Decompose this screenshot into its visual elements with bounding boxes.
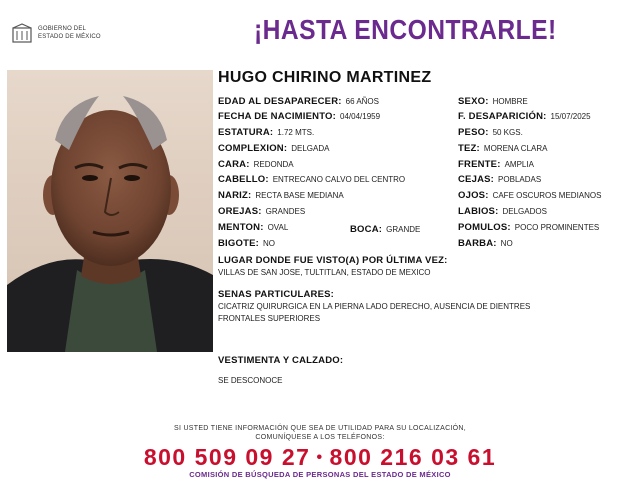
- clothing-title: VESTIMENTA Y CALZADO:: [218, 355, 344, 366]
- field-value: 15/07/2025: [550, 112, 591, 121]
- field-skin-tone: [458, 142, 547, 155]
- particular-signs-line1: CICATRIZ QUIRURGICA EN LA PIERNA LADO DERECHO, AUSENCIA DE DIENTRES: [218, 302, 531, 311]
- field-value: DELGADOS: [502, 207, 547, 216]
- field-face: [218, 158, 294, 171]
- field-label: COMPLEXION:: [218, 143, 288, 154]
- field-value: ENTRECANO CALVO DEL CENTRO: [272, 175, 406, 184]
- last-seen-text: VILLAS DE SAN JOSE, TULTITLAN, ESTADO DE MEXICO: [218, 268, 431, 277]
- field-birthdate: [218, 110, 380, 123]
- field-weight: [458, 126, 523, 139]
- particular-signs-line2: FRONTALES SUPERIORES: [218, 314, 321, 323]
- field-forehead: [458, 158, 534, 171]
- state-emblem-icon: [10, 22, 34, 46]
- field-value: 1.72 MTS.: [277, 128, 315, 137]
- field-value: RECTA BASE MEDIANA: [255, 191, 344, 200]
- commission-name: COMISIÓN DE BÚSQUEDA DE PERSONAS DEL ESTADO DE MÉXICO: [189, 470, 451, 479]
- field-beard: [458, 237, 513, 250]
- field-hair: [218, 173, 405, 186]
- field-label: CARA:: [218, 159, 250, 170]
- field-disappearance-date: [458, 110, 591, 123]
- field-age: [218, 95, 379, 108]
- person-name: HUGO CHIRINO MARTINEZ: [218, 69, 432, 86]
- field-height: [218, 126, 314, 139]
- field-value: GRANDE: [386, 225, 421, 234]
- field-value: 66 AÑOS: [345, 97, 379, 106]
- field-value: MORENA CLARA: [483, 144, 548, 153]
- field-label: NARIZ:: [218, 190, 252, 201]
- phone-numbers: [0, 444, 640, 471]
- field-label: EDAD AL DESAPARECER:: [218, 96, 342, 107]
- field-value: 50 KGS.: [492, 128, 523, 137]
- field-mouth: [350, 223, 420, 236]
- field-label: CEJAS:: [458, 174, 495, 185]
- field-label: POMULOS:: [458, 222, 511, 233]
- phone-number-1[interactable]: 800 509 09 27: [143, 444, 311, 470]
- field-value: NO: [262, 239, 275, 248]
- field-sex: [458, 95, 528, 108]
- field-value: CAFE OSCUROS MEDIANOS: [492, 191, 602, 200]
- field-eyebrows: [458, 173, 541, 186]
- field-value: GRANDES: [265, 207, 306, 216]
- field-label: F. DESAPARICIÓN:: [458, 111, 547, 122]
- field-eyes: [458, 189, 601, 202]
- missing-person-photo: [7, 70, 213, 352]
- field-value: NO: [500, 239, 513, 248]
- field-chin: [218, 221, 288, 234]
- field-label: PESO:: [458, 127, 489, 138]
- field-label: LABIOS:: [458, 206, 499, 217]
- portrait-illustration: [7, 70, 213, 352]
- phone-separator: •: [316, 449, 324, 466]
- field-value: REDONDA: [253, 160, 294, 169]
- field-mustache: [218, 237, 275, 250]
- field-lips: [458, 205, 547, 218]
- field-value: POBLADAS: [498, 175, 542, 184]
- field-label: BIGOTE:: [218, 238, 259, 249]
- field-nose: [218, 189, 344, 202]
- footer-note-line2: COMUNÍQUESE A LOS TELÉFONOS:: [255, 434, 385, 441]
- field-label: FECHA DE NACIMIENTO:: [218, 111, 336, 122]
- field-value: HOMBRE: [492, 97, 528, 106]
- last-seen-title: LUGAR DONDE FUE VISTO(A) POR ÚLTIMA VEZ:: [218, 255, 448, 266]
- headline: ¡HASTA ENCONTRARLE!: [254, 14, 557, 45]
- field-value: POCO PROMINENTES: [514, 223, 600, 232]
- field-label: SEXO:: [458, 96, 489, 107]
- government-logo: [10, 22, 120, 46]
- field-value: 04/04/1959: [340, 112, 381, 121]
- field-label: TEZ:: [458, 143, 480, 154]
- field-label: FRENTE:: [458, 159, 501, 170]
- particular-signs-title: SENAS PARTICULARES:: [218, 289, 335, 300]
- field-label: OREJAS:: [218, 206, 262, 217]
- field-value: OVAL: [267, 223, 289, 232]
- field-value: AMPLIA: [504, 160, 534, 169]
- field-value: DELGADA: [291, 144, 330, 153]
- logo-text-line2: ESTADO DE MÉXICO: [38, 34, 101, 40]
- field-label: BOCA:: [350, 224, 383, 235]
- footer-note-line1: SI USTED TIENE INFORMACIÓN QUE SEA DE UTILIDAD PARA SU LOCALIZACIÓN,: [173, 425, 467, 432]
- field-cheekbones: [458, 221, 599, 234]
- logo-text-line1: GOBIERNO DEL: [38, 26, 87, 32]
- field-label: BARBA:: [458, 238, 497, 249]
- field-label: OJOS:: [458, 190, 489, 201]
- field-complexion: [218, 142, 329, 155]
- clothing-text: SE DESCONOCE: [218, 376, 283, 385]
- phone-number-2[interactable]: 800 216 03 61: [329, 444, 497, 470]
- field-label: ESTATURA:: [218, 127, 274, 138]
- field-ears: [218, 205, 305, 218]
- field-label: MENTON:: [218, 222, 264, 233]
- field-label: CABELLO:: [218, 174, 269, 185]
